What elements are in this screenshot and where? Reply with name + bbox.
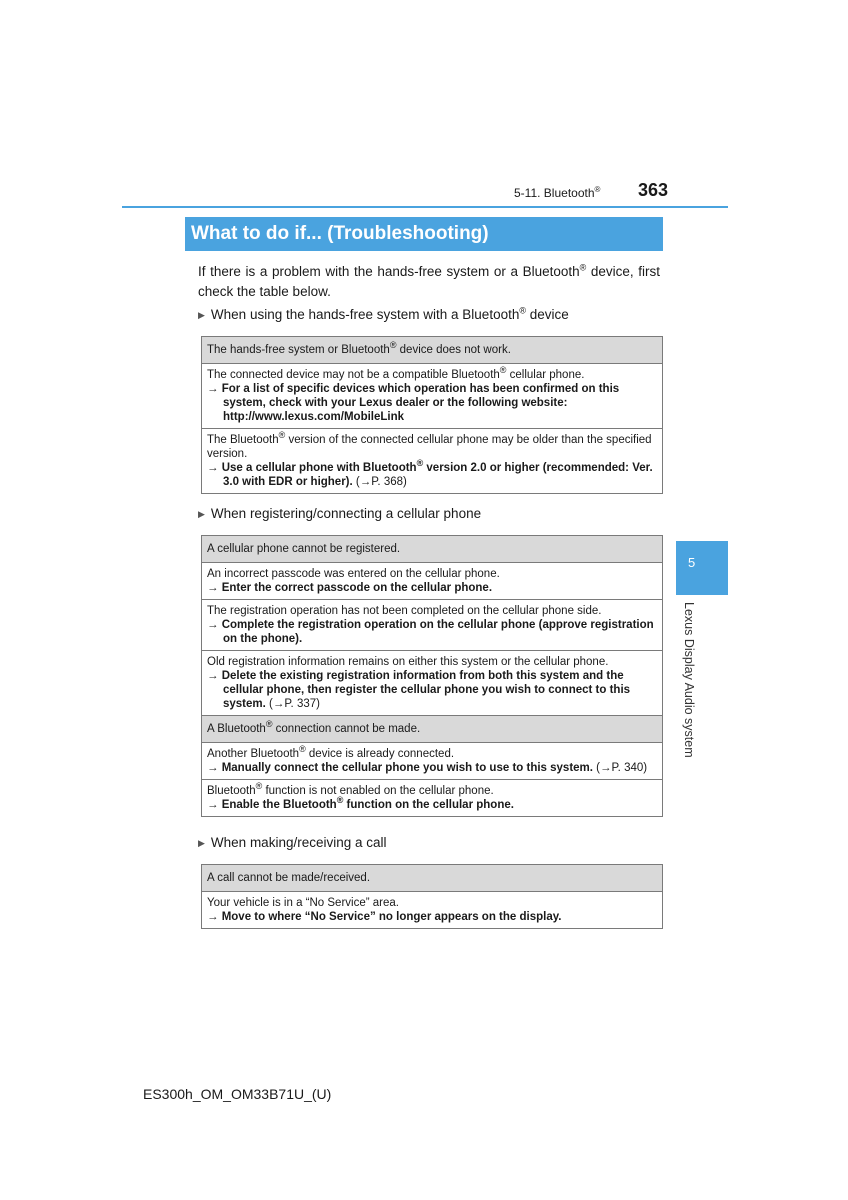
table-row [202,337,663,364]
registered-mark: ® [255,781,263,792]
cause-text-part: version of the connected cellular phone may be older than the specified version. [207,434,652,460]
cause-text [207,430,657,461]
registered-mark: ® [265,719,273,730]
section-heading-text: When making/receiving a call [210,835,387,850]
problem-cell: A cellular phone cannot be registered. [202,536,663,563]
section-label [514,185,600,200]
solution-cell [202,364,663,429]
page-number: 363 [638,180,669,200]
section-heading-text: When registering/connecting a cellular phone [210,506,482,521]
cause-text-part: The connected device may not be a compatible Bluetooth [207,369,500,381]
solution-cell [202,600,663,651]
cause-text: Your vehicle is in a “No Service” area. [207,897,399,909]
title-bar [185,217,663,251]
remedy-text [207,669,657,711]
chapter-tab [676,541,728,595]
remedy-text-part: version 2.0 or higher (recommended: Ver. 3.0 with EDR or higher). [223,462,653,488]
remedy-text-part: → Use a cellular phone with Bluetooth [207,462,417,474]
section-heading-calls [198,835,387,850]
table-row [202,429,663,494]
solution-cell [202,743,663,780]
section-label-text: 5-11. Bluetooth [514,186,595,200]
registered-mark: ® [579,262,587,273]
table-row [202,364,663,429]
table-row [202,600,663,651]
remedy-text-part: → Manually connect the cellular phone you wish to use to this system. [207,762,593,774]
section-heading-text: device [525,307,569,322]
chapter-number: 5 [688,555,696,570]
cause-text-part: function is not enabled on the cellular phone. [262,785,494,797]
header-divider [122,206,728,208]
intro-text-1: If there is a problem with the hands-free system or a Bluetooth [198,264,580,279]
cause-text-part: device is already connected. [305,748,455,760]
table-row [202,651,663,716]
table-row [202,865,663,892]
registered-mark: ® [278,430,286,441]
remedy-text [207,761,657,775]
page-header [0,0,848,210]
cause-text: An incorrect passcode was entered on the cellular phone. [207,568,500,580]
problem-text: The hands-free system or Bluetooth [207,344,390,356]
section-heading-text: When using the hands-free system with a Bluetooth [210,307,520,322]
problem-cell: A call cannot be made/received. [202,865,663,892]
troubleshooting-table-registering [201,535,663,817]
page-reference: (→P. 340) [592,762,648,774]
remedy-text-part: → Delete the existing registration information from both this system and the cellular phone, then register the cellular phone you wish to connect to this system. [207,670,631,710]
troubleshooting-table-calls [201,864,663,929]
table-row [202,780,663,817]
page-title: What to do if... (Troubleshooting) [191,223,489,244]
cause-text-part: Another Bluetooth [207,748,300,760]
solution-cell [202,892,663,929]
table-row [202,892,663,929]
remedy-text: → Move to where “No Service” no longer appears on the display. [207,911,562,923]
page-reference: (→P. 337) [265,698,320,710]
cause-text-part: cellular phone. [506,369,585,381]
registered-mark: ® [389,340,397,351]
remedy-text [207,458,657,489]
remedy-text-part: function on the cellular phone. [343,799,514,811]
cause-text-part: The Bluetooth [207,434,279,446]
table-row [202,743,663,780]
triangle-bullet-icon: ▶ [198,509,205,519]
remedy-text [207,795,657,812]
problem-cell [202,716,663,743]
section-heading-handsfree [198,307,569,322]
registered-mark: ® [519,305,526,316]
registered-mark: ® [499,365,507,376]
solution-cell [202,563,663,600]
intro-paragraph [198,262,660,302]
remedy-text: → For a list of specific devices which operation has been confirmed on this system, check with your Lexus dealer or the following website: http://www.lexus.com/MobileLink [207,383,620,423]
remedy-text: → Complete the registration operation on the cellular phone (approve registration on the phone). [207,619,654,645]
registered-mark: ® [336,795,344,806]
troubleshooting-table-handsfree [201,336,663,494]
cause-text [207,365,657,382]
cause-text: The registration operation has not been completed on the cellular phone side. [207,605,602,617]
section-heading-registering [198,506,481,521]
problem-text: connection cannot be made. [272,723,421,735]
remedy-text: → Enter the correct passcode on the cellular phone. [207,582,493,594]
cause-text [207,781,657,798]
problem-text: device does not work. [396,344,511,356]
solution-cell [202,651,663,716]
intro-text-2: device, first check the table below. [198,264,661,299]
triangle-bullet-icon: ▶ [198,310,205,320]
footer-code: ES300h_OM_OM33B71U_(U) [143,1086,332,1102]
registered-mark: ® [416,458,424,469]
solution-cell [202,429,663,494]
table-row [202,536,663,563]
registered-mark: ® [594,185,601,194]
problem-text: A Bluetooth [207,723,266,735]
cause-text: Old registration information remains on either this system or the cellular phone. [207,656,609,668]
remedy-text-part: → Enable the Bluetooth [207,799,337,811]
table-row [202,563,663,600]
page-reference: (→P. 368) [352,476,407,488]
triangle-bullet-icon: ▶ [198,838,205,848]
cause-text-part: Bluetooth [207,785,256,797]
problem-cell [202,337,663,364]
solution-cell [202,780,663,817]
table-row [202,716,663,743]
cause-text [207,744,657,761]
chapter-label: Lexus Display Audio system [682,602,696,758]
registered-mark: ® [299,744,306,755]
